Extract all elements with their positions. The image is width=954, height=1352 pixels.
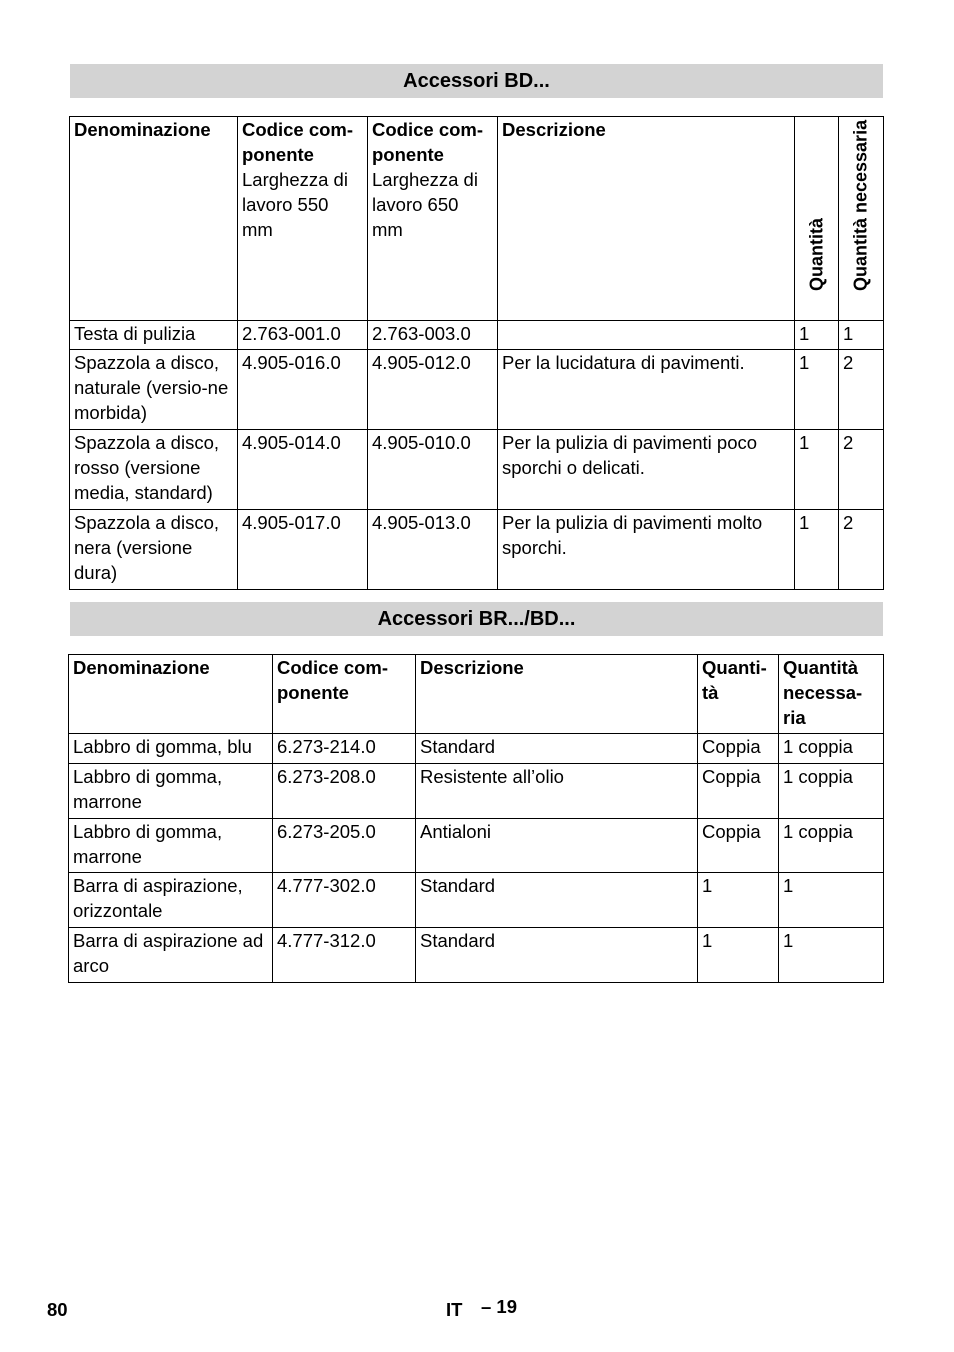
cell-code-550: 4.905-014.0 (238, 430, 368, 510)
cell-quantity: 1 (795, 350, 839, 430)
cell-required: 1 (779, 928, 884, 983)
cell-code-550: 4.905-016.0 (238, 350, 368, 430)
header-quantita: Quantità (795, 117, 839, 321)
cell-code-650: 2.763-003.0 (368, 321, 498, 350)
cell-description: Standard (416, 928, 698, 983)
cell-code: 6.273-205.0 (273, 819, 416, 873)
section-title-accessori-br-bd: Accessori BR.../BD... (70, 602, 883, 636)
cell-name: Barra di aspirazione ad arco (69, 928, 273, 983)
header-descrizione: Descrizione (498, 117, 795, 321)
cell-description: Standard (416, 734, 698, 764)
sub-page-number: – 19 (481, 1296, 518, 1317)
cell-quantity: Coppia (698, 764, 779, 819)
cell-code: 4.777-312.0 (273, 928, 416, 983)
header-denominazione: Denominazione (70, 117, 238, 321)
cell-code: 4.777-302.0 (273, 873, 416, 928)
cell-required: 1 (839, 321, 884, 350)
cell-quantity: 1 (795, 430, 839, 510)
table-row (69, 819, 884, 873)
table-row (70, 510, 884, 590)
table-row (69, 873, 884, 928)
table-header-row (70, 117, 884, 321)
cell-quantity: 1 (795, 510, 839, 590)
cell-name: Labbro di gomma, blu (69, 734, 273, 764)
cell-quantity: 1 (795, 321, 839, 350)
table-row (69, 928, 884, 983)
cell-required: 2 (839, 350, 884, 430)
section-title-accessori-bd: Accessori BD... (70, 64, 883, 98)
cell-name: Spazzola a disco, naturale (versio-ne morbida) (70, 350, 238, 430)
header-quantita-necessaria: Quantità necessaria (839, 117, 884, 321)
cell-required: 2 (839, 510, 884, 590)
language-code: IT (446, 1299, 463, 1320)
cell-required: 1 (779, 873, 884, 928)
page-number: 80 (47, 1299, 68, 1320)
header-codice-componente: Codice com-ponente (273, 655, 416, 734)
cell-description: Per la pulizia di pavimenti poco sporchi o delicati. (498, 430, 795, 510)
cell-code-650: 4.905-013.0 (368, 510, 498, 590)
cell-quantity: 1 (698, 873, 779, 928)
header-descrizione: Descrizione (416, 655, 698, 734)
cell-name: Testa di pulizia (70, 321, 238, 350)
table-row (70, 321, 884, 350)
cell-required: 2 (839, 430, 884, 510)
table-header-row (69, 655, 884, 734)
cell-description: Per la pulizia di pavimenti molto sporchi. (498, 510, 795, 590)
table-row (70, 350, 884, 430)
table-row (70, 430, 884, 510)
cell-description: Standard (416, 873, 698, 928)
cell-required: 1 coppia (779, 764, 884, 819)
cell-code: 6.273-208.0 (273, 764, 416, 819)
accessori-bd-table (69, 116, 884, 590)
cell-description: Per la lucidatura di pavimenti. (498, 350, 795, 430)
cell-code-650: 4.905-010.0 (368, 430, 498, 510)
cell-code-550: 2.763-001.0 (238, 321, 368, 350)
cell-description (498, 321, 795, 350)
cell-description: Antialoni (416, 819, 698, 873)
cell-quantity: 1 (698, 928, 779, 983)
header-code-650: Codice com-ponente Larghezza di lavoro 650 mm (368, 117, 498, 321)
cell-required: 1 coppia (779, 819, 884, 873)
cell-code-650: 4.905-012.0 (368, 350, 498, 430)
cell-quantity: Coppia (698, 819, 779, 873)
cell-name: Spazzola a disco, rosso (versione media, standard) (70, 430, 238, 510)
cell-quantity: Coppia (698, 734, 779, 764)
cell-required: 1 coppia (779, 734, 884, 764)
header-code-550: Codice com-ponente Larghezza di lavoro 550 mm (238, 117, 368, 321)
header-quantita-necessaria: Quantità necessa-ria (779, 655, 884, 734)
cell-name: Labbro di gomma, marrone (69, 819, 273, 873)
accessori-br-bd-table (68, 654, 884, 983)
cell-name: Barra di aspirazione, orizzontale (69, 873, 273, 928)
header-denominazione: Denominazione (69, 655, 273, 734)
cell-name: Labbro di gomma, marrone (69, 764, 273, 819)
cell-description: Resistente all’olio (416, 764, 698, 819)
table-row (69, 734, 884, 764)
cell-name: Spazzola a disco, nera (versione dura) (70, 510, 238, 590)
cell-code: 6.273-214.0 (273, 734, 416, 764)
header-quantita: Quanti-tà (698, 655, 779, 734)
cell-code-550: 4.905-017.0 (238, 510, 368, 590)
table-row (69, 764, 884, 819)
